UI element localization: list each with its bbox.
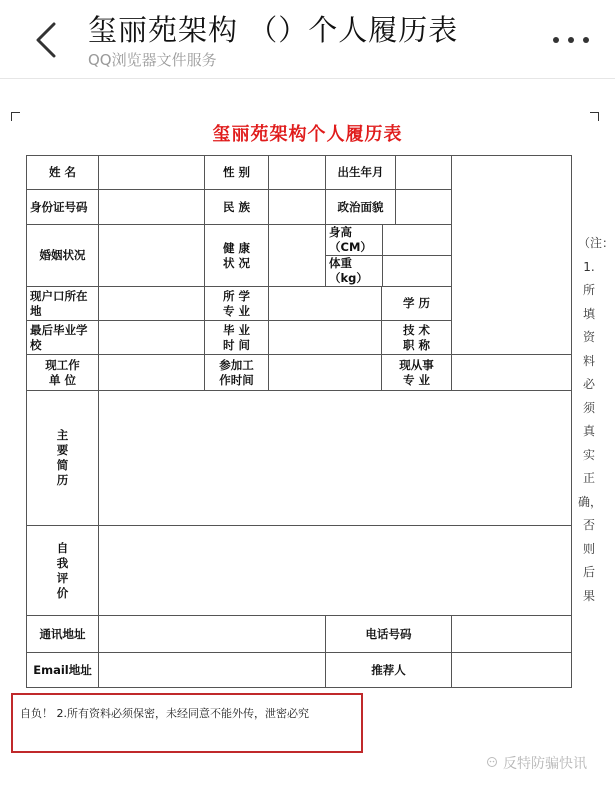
marital-label: 婚姻状况 [27, 225, 99, 287]
address-field[interactable] [99, 616, 326, 653]
watermark-text: 反特防骗快讯 [503, 756, 587, 772]
name-field[interactable] [99, 156, 205, 190]
wechat-icon [487, 756, 499, 768]
ethnicity-label: 民 族 [205, 190, 269, 225]
chevron-left-icon[interactable] [34, 22, 58, 58]
workplace-label: 现工作 单 位 [27, 355, 99, 391]
height-label: 身高（CM） [326, 225, 382, 256]
more-dots-icon[interactable] [553, 37, 589, 43]
work-start-field[interactable] [269, 355, 382, 391]
grad-time-field[interactable] [269, 321, 382, 355]
top-bar [0, 0, 615, 79]
self-eval-field[interactable] [99, 526, 572, 616]
crop-mark [11, 112, 20, 113]
height-field[interactable] [382, 225, 451, 256]
id-number-field[interactable] [99, 190, 205, 225]
email-label: Email地址 [27, 653, 99, 688]
major-field[interactable] [269, 287, 382, 321]
education-label: 学 历 [382, 287, 452, 321]
body-measurements [326, 225, 451, 286]
bottom-note: 自负！ 2.所有资料必须保密，未经同意不能外传，泄密必究 [20, 707, 309, 720]
phone-label: 电话号码 [326, 616, 452, 653]
marital-field[interactable] [99, 225, 205, 287]
form-title: 玺丽苑架构个人履历表 [212, 124, 403, 145]
title-rank-label: 技 术 职 称 [382, 321, 452, 355]
self-eval-label: 自 我 评 价 [27, 526, 99, 616]
id-number-label: 身份证号码 [27, 190, 99, 225]
phone-field[interactable] [452, 616, 572, 653]
hukou-label: 现户口所在地 [27, 287, 99, 321]
photo-area[interactable] [452, 156, 572, 355]
workplace-field[interactable] [99, 355, 205, 391]
major-label: 所 学 专 业 [205, 287, 269, 321]
resume-form-table [26, 155, 572, 688]
service-subtitle: QQ浏览器文件服务 [88, 51, 217, 69]
referrer-label: 推荐人 [326, 653, 452, 688]
birth-label: 出生年月 [326, 156, 396, 190]
hukou-field[interactable] [99, 287, 205, 321]
resume-field[interactable] [99, 391, 572, 526]
gender-field[interactable] [269, 156, 326, 190]
political-label: 政治面貌 [326, 190, 396, 225]
health-field[interactable] [269, 225, 326, 287]
resume-label: 主 要 简 历 [27, 391, 99, 526]
work-start-label: 参加工 作时间 [205, 355, 269, 391]
grad-time-label: 毕 业 时 间 [205, 321, 269, 355]
political-field[interactable] [396, 190, 452, 225]
name-label: 姓 名 [27, 156, 99, 190]
current-major-field[interactable] [452, 355, 572, 391]
crop-mark [590, 112, 599, 113]
health-label: 健 康 状 况 [205, 225, 269, 287]
ethnicity-field[interactable] [269, 190, 326, 225]
weight-label: 体重（kg） [326, 256, 382, 287]
highlight-box [11, 693, 363, 753]
email-field[interactable] [99, 653, 326, 688]
document-title: 玺丽苑架构 （）个人履历表 [88, 13, 459, 47]
gender-label: 性 别 [205, 156, 269, 190]
weight-field[interactable] [382, 256, 451, 287]
address-label: 通讯地址 [27, 616, 99, 653]
side-note: （注：1.所填资料必须真实正确，否则后果 [578, 236, 615, 603]
current-major-label: 现从事 专 业 [382, 355, 452, 391]
birth-field[interactable] [396, 156, 452, 190]
school-label: 最后毕业学校 [27, 321, 99, 355]
document-page [0, 80, 615, 800]
referrer-field[interactable] [452, 653, 572, 688]
school-field[interactable] [99, 321, 205, 355]
